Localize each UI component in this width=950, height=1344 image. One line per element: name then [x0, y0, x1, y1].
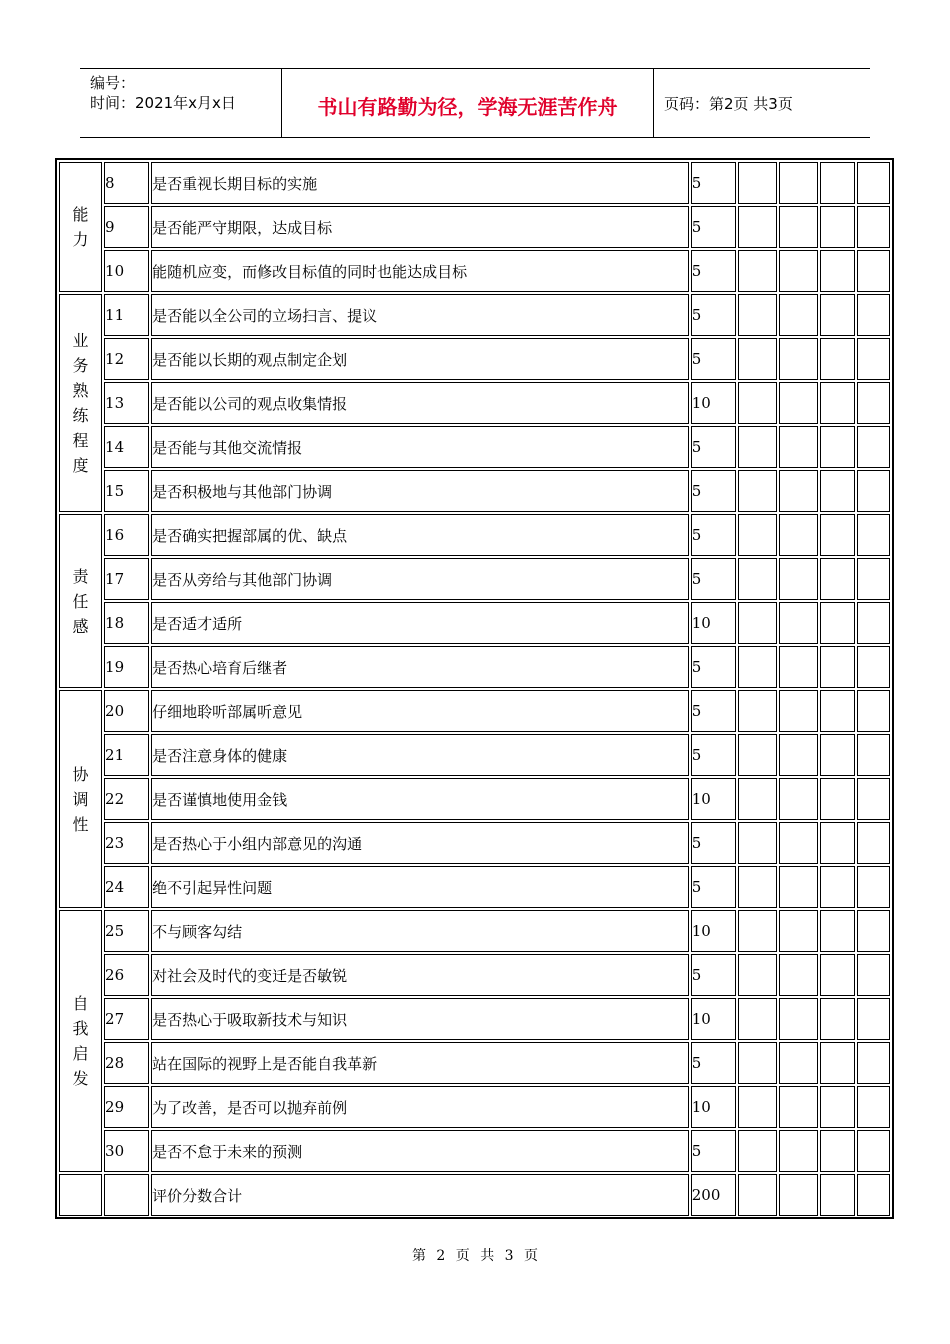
item-description: 是否重视长期目标的实施 — [151, 162, 689, 204]
table-row — [59, 470, 890, 512]
item-number: 15 — [104, 470, 149, 512]
item-description: 绝不引起异性问题 — [151, 866, 689, 908]
item-number: 13 — [104, 382, 149, 424]
item-number: 10 — [104, 250, 149, 292]
item-description: 是否能以长期的观点制定企划 — [151, 338, 689, 380]
total-label: 评价分数合计 — [151, 1174, 689, 1216]
rating-cell — [857, 690, 890, 732]
item-number: 12 — [104, 338, 149, 380]
item-number: 22 — [104, 778, 149, 820]
rating-cell — [779, 646, 818, 688]
item-score: 5 — [691, 1042, 736, 1084]
item-description: 是否谨慎地使用金钱 — [151, 778, 689, 820]
table-row — [59, 602, 890, 644]
rating-cell — [820, 734, 855, 776]
rating-cell — [738, 294, 777, 336]
item-score: 5 — [691, 690, 736, 732]
item-number: 16 — [104, 514, 149, 556]
rating-cell — [738, 162, 777, 204]
rating-cell — [779, 910, 818, 952]
rating-cell — [857, 1042, 890, 1084]
rating-cell — [857, 294, 890, 336]
item-description: 是否热心于吸取新技术与知识 — [151, 998, 689, 1040]
item-number: 29 — [104, 1086, 149, 1128]
item-score: 5 — [691, 514, 736, 556]
item-number: 28 — [104, 1042, 149, 1084]
item-score: 5 — [691, 822, 736, 864]
rating-cell — [738, 382, 777, 424]
item-score: 5 — [691, 338, 736, 380]
category-cell — [59, 690, 102, 908]
category-cell — [59, 514, 102, 688]
table-row — [59, 338, 890, 380]
rating-cell — [820, 514, 855, 556]
category-cell — [59, 162, 102, 292]
item-number: 25 — [104, 910, 149, 952]
rating-cell — [820, 558, 855, 600]
rating-cell — [779, 250, 818, 292]
rating-cell — [857, 602, 890, 644]
total-score: 200 — [691, 1174, 736, 1216]
rating-cell — [820, 1042, 855, 1084]
rating-cell — [820, 382, 855, 424]
rating-cell — [738, 1174, 777, 1216]
rating-cell — [738, 910, 777, 952]
rating-cell — [857, 1174, 890, 1216]
rating-cell — [779, 1174, 818, 1216]
rating-cell — [779, 470, 818, 512]
item-number: 20 — [104, 690, 149, 732]
total-category-cell — [59, 1174, 102, 1216]
rating-cell — [820, 778, 855, 820]
rating-cell — [820, 954, 855, 996]
rating-cell — [857, 1086, 890, 1128]
total-row — [59, 1174, 890, 1216]
table-row — [59, 690, 890, 732]
rating-cell — [779, 734, 818, 776]
rating-cell — [738, 470, 777, 512]
rating-cell — [857, 470, 890, 512]
table-row — [59, 734, 890, 776]
category-label: 协调性 — [72, 764, 89, 834]
rating-cell — [820, 294, 855, 336]
rating-cell — [857, 426, 890, 468]
rating-cell — [738, 1130, 777, 1172]
rating-cell — [738, 954, 777, 996]
rating-cell — [857, 162, 890, 204]
rating-cell — [738, 690, 777, 732]
table-row — [59, 514, 890, 556]
rating-cell — [820, 1086, 855, 1128]
item-score: 5 — [691, 206, 736, 248]
rating-cell — [820, 1174, 855, 1216]
rating-cell — [857, 250, 890, 292]
category-label: 业务熟练程度 — [72, 331, 89, 475]
evaluation-table-body — [59, 162, 890, 1216]
item-description: 是否积极地与其他部门协调 — [151, 470, 689, 512]
table-row — [59, 910, 890, 952]
item-number: 9 — [104, 206, 149, 248]
rating-cell — [738, 646, 777, 688]
rating-cell — [857, 998, 890, 1040]
rating-cell — [738, 514, 777, 556]
rating-cell — [820, 162, 855, 204]
rating-cell — [779, 294, 818, 336]
rating-cell — [779, 162, 818, 204]
rating-cell — [857, 954, 890, 996]
item-number: 14 — [104, 426, 149, 468]
evaluation-table — [57, 160, 892, 1218]
table-row — [59, 954, 890, 996]
item-description: 是否能以公司的观点收集情报 — [151, 382, 689, 424]
rating-cell — [820, 206, 855, 248]
rating-cell — [820, 822, 855, 864]
rating-cell — [738, 734, 777, 776]
table-row — [59, 294, 890, 336]
category-cell — [59, 910, 102, 1172]
header-page-cell — [654, 69, 870, 137]
item-score: 5 — [691, 294, 736, 336]
table-row — [59, 382, 890, 424]
item-description: 是否适才适所 — [151, 602, 689, 644]
rating-cell — [738, 1086, 777, 1128]
rating-cell — [779, 382, 818, 424]
item-description: 是否不怠于未来的预测 — [151, 1130, 689, 1172]
item-number: 23 — [104, 822, 149, 864]
rating-cell — [857, 558, 890, 600]
item-score: 5 — [691, 1130, 736, 1172]
item-score: 5 — [691, 426, 736, 468]
item-description: 能随机应变，而修改目标值的同时也能达成目标 — [151, 250, 689, 292]
table-row — [59, 1130, 890, 1172]
rating-cell — [779, 822, 818, 864]
item-score: 10 — [691, 778, 736, 820]
rating-cell — [738, 822, 777, 864]
item-description: 是否能严守期限，达成目标 — [151, 206, 689, 248]
item-score: 5 — [691, 470, 736, 512]
item-score: 5 — [691, 250, 736, 292]
category-label: 自我启发 — [72, 994, 89, 1088]
item-description: 仔细地聆听部属听意见 — [151, 690, 689, 732]
rating-cell — [820, 250, 855, 292]
item-description: 是否热心培育后继者 — [151, 646, 689, 688]
table-row — [59, 866, 890, 908]
item-score: 10 — [691, 998, 736, 1040]
rating-cell — [738, 602, 777, 644]
item-score: 10 — [691, 382, 736, 424]
table-row — [59, 206, 890, 248]
evaluation-table-frame — [55, 158, 894, 1219]
rating-cell — [738, 206, 777, 248]
rating-cell — [820, 866, 855, 908]
rating-cell — [779, 514, 818, 556]
rating-cell — [738, 998, 777, 1040]
item-description: 是否注意身体的健康 — [151, 734, 689, 776]
rating-cell — [779, 1130, 818, 1172]
rating-cell — [857, 514, 890, 556]
page-header — [80, 68, 870, 138]
item-description: 不与顾客勾结 — [151, 910, 689, 952]
item-score: 5 — [691, 734, 736, 776]
rating-cell — [779, 426, 818, 468]
rating-cell — [857, 822, 890, 864]
item-number: 27 — [104, 998, 149, 1040]
item-description: 是否能与其他交流情报 — [151, 426, 689, 468]
rating-cell — [779, 1086, 818, 1128]
rating-cell — [820, 646, 855, 688]
rating-cell — [738, 1042, 777, 1084]
rating-cell — [779, 866, 818, 908]
rating-cell — [820, 602, 855, 644]
rating-cell — [857, 866, 890, 908]
rating-cell — [820, 338, 855, 380]
rating-cell — [820, 1130, 855, 1172]
rating-cell — [779, 602, 818, 644]
item-score: 10 — [691, 910, 736, 952]
rating-cell — [857, 910, 890, 952]
rating-cell — [779, 338, 818, 380]
item-number: 11 — [104, 294, 149, 336]
item-description: 是否热心于小组内部意见的沟通 — [151, 822, 689, 864]
rating-cell — [738, 426, 777, 468]
item-score: 5 — [691, 558, 736, 600]
rating-cell — [738, 338, 777, 380]
item-number: 26 — [104, 954, 149, 996]
category-label: 能力 — [72, 205, 89, 249]
rating-cell — [857, 206, 890, 248]
rating-cell — [738, 778, 777, 820]
rating-cell — [779, 558, 818, 600]
table-row — [59, 998, 890, 1040]
item-number: 17 — [104, 558, 149, 600]
item-number: 30 — [104, 1130, 149, 1172]
table-row — [59, 778, 890, 820]
rating-cell — [820, 426, 855, 468]
item-score: 5 — [691, 954, 736, 996]
item-description: 是否能以全公司的立场扫言、提议 — [151, 294, 689, 336]
motto: 书山有路勤为径，学海无涯苦作舟 — [317, 95, 618, 119]
item-description: 是否从旁给与其他部门协调 — [151, 558, 689, 600]
item-description: 是否确实把握部属的优、缺点 — [151, 514, 689, 556]
date-label: 时间：2021年x月x日 — [90, 94, 236, 112]
table-row — [59, 162, 890, 204]
rating-cell — [779, 998, 818, 1040]
rating-cell — [857, 338, 890, 380]
rating-cell — [857, 382, 890, 424]
rating-cell — [779, 1042, 818, 1084]
item-score: 5 — [691, 646, 736, 688]
rating-cell — [738, 250, 777, 292]
rating-cell — [820, 690, 855, 732]
item-number: 18 — [104, 602, 149, 644]
rating-cell — [857, 778, 890, 820]
table-row — [59, 558, 890, 600]
category-cell — [59, 294, 102, 512]
rating-cell — [820, 998, 855, 1040]
page-label: 页码：第2页 共3页 — [664, 95, 793, 113]
rating-cell — [857, 646, 890, 688]
table-row — [59, 426, 890, 468]
code-label: 编号： — [90, 74, 136, 92]
table-row — [59, 822, 890, 864]
item-number: 24 — [104, 866, 149, 908]
item-score: 10 — [691, 1086, 736, 1128]
table-row — [59, 646, 890, 688]
rating-cell — [779, 206, 818, 248]
rating-cell — [779, 690, 818, 732]
header-motto-cell — [282, 69, 654, 137]
item-score: 10 — [691, 602, 736, 644]
rating-cell — [857, 734, 890, 776]
table-row — [59, 1042, 890, 1084]
category-label: 责任感 — [72, 566, 89, 636]
item-description: 为了改善，是否可以抛弃前例 — [151, 1086, 689, 1128]
item-number: 8 — [104, 162, 149, 204]
table-row — [59, 250, 890, 292]
rating-cell — [820, 910, 855, 952]
rating-cell — [779, 954, 818, 996]
item-score: 5 — [691, 162, 736, 204]
item-description: 对社会及时代的变迁是否敏锐 — [151, 954, 689, 996]
item-score: 5 — [691, 866, 736, 908]
page-footer: 第 2 页 共 3 页 — [411, 1248, 539, 1264]
item-number: 19 — [104, 646, 149, 688]
rating-cell — [779, 778, 818, 820]
item-description: 站在国际的视野上是否能自我革新 — [151, 1042, 689, 1084]
rating-cell — [738, 558, 777, 600]
header-meta — [80, 69, 282, 137]
table-row — [59, 1086, 890, 1128]
rating-cell — [738, 866, 777, 908]
rating-cell — [857, 1130, 890, 1172]
total-number-cell — [104, 1174, 149, 1216]
rating-cell — [820, 470, 855, 512]
item-number: 21 — [104, 734, 149, 776]
